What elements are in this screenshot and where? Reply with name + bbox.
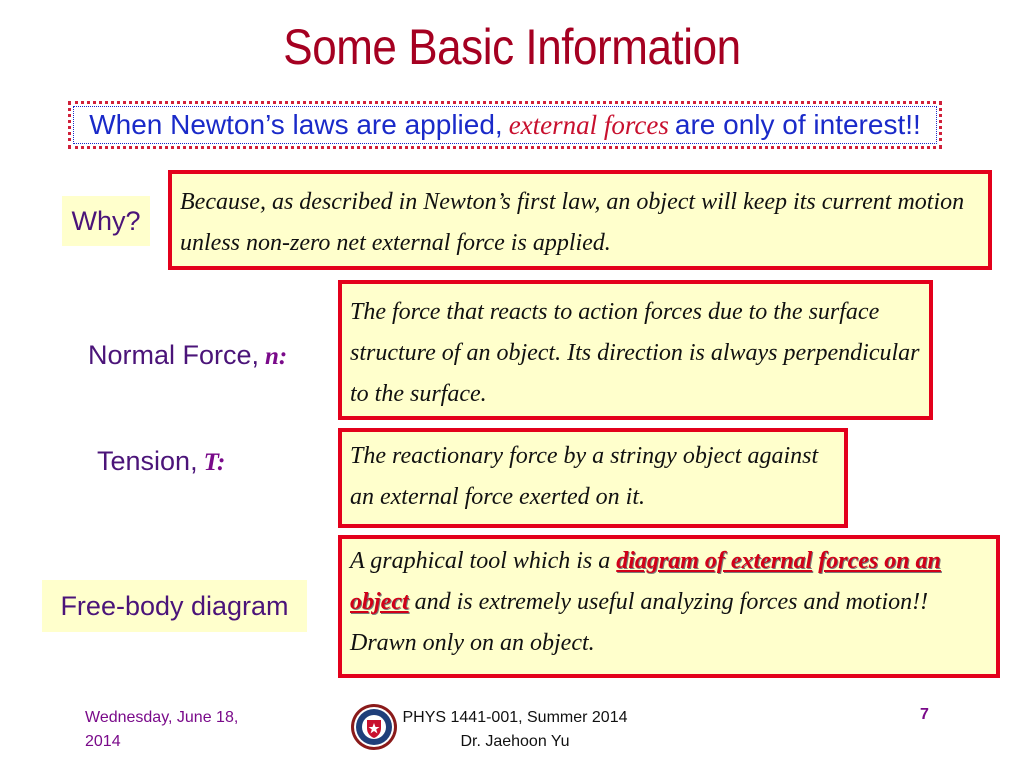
free-body-diagram-label: Free-body diagram: [42, 580, 307, 632]
tension-label: [97, 446, 225, 477]
free-body-text-before: A graphical tool which is a: [350, 548, 611, 574]
free-body-highlight-2: forces on an object: [350, 548, 941, 615]
tension-symbol: T:: [203, 449, 226, 476]
intro-italic-phrase: external forces: [508, 109, 669, 140]
normal-force-label: [88, 340, 287, 371]
page-number: 7: [920, 706, 929, 723]
normal-force-label-text: Normal Force,: [88, 340, 260, 370]
intro-statement-box: [68, 101, 942, 149]
normal-force-symbol: n:: [265, 343, 288, 370]
tension-definition-box: [338, 428, 848, 528]
why-definition-text: Because, as described in Newton’s first law, an object will keep its current motion unless non-zero net external force is applied.: [180, 189, 965, 256]
intro-text-before: When Newton’s laws are applied,: [89, 109, 503, 140]
footer-course-info: [390, 706, 640, 754]
free-body-definition-box: [338, 535, 1000, 678]
slide-title: Some Basic Information: [283, 19, 741, 75]
tension-label-text: Tension,: [97, 446, 198, 476]
footer-date: [85, 706, 285, 754]
intro-text-after: are only of interest!!: [674, 109, 921, 140]
footer-date-line1: Wednesday, June 18,: [85, 709, 239, 726]
free-body-highlight-1: diagram of external: [616, 548, 813, 574]
tension-definition-text: The reactionary force by a stringy object against an external force exerted on it.: [350, 443, 819, 510]
free-body-text-after: and is extremely useful analyzing forces and motion!! Drawn only on an object.: [350, 589, 929, 656]
footer-date-line2: 2014: [85, 733, 121, 750]
footer-course: PHYS 1441-001, Summer 2014: [402, 709, 628, 726]
why-definition-box: [168, 170, 992, 270]
normal-force-definition-box: [338, 280, 933, 420]
footer-instructor: Dr. Jaehoon Yu: [460, 733, 570, 750]
normal-force-definition-text: The force that reacts to action forces due to the surface structure of an object. Its direction is always perpendicular to the surface.: [350, 299, 920, 407]
why-label: Why?: [62, 196, 150, 246]
